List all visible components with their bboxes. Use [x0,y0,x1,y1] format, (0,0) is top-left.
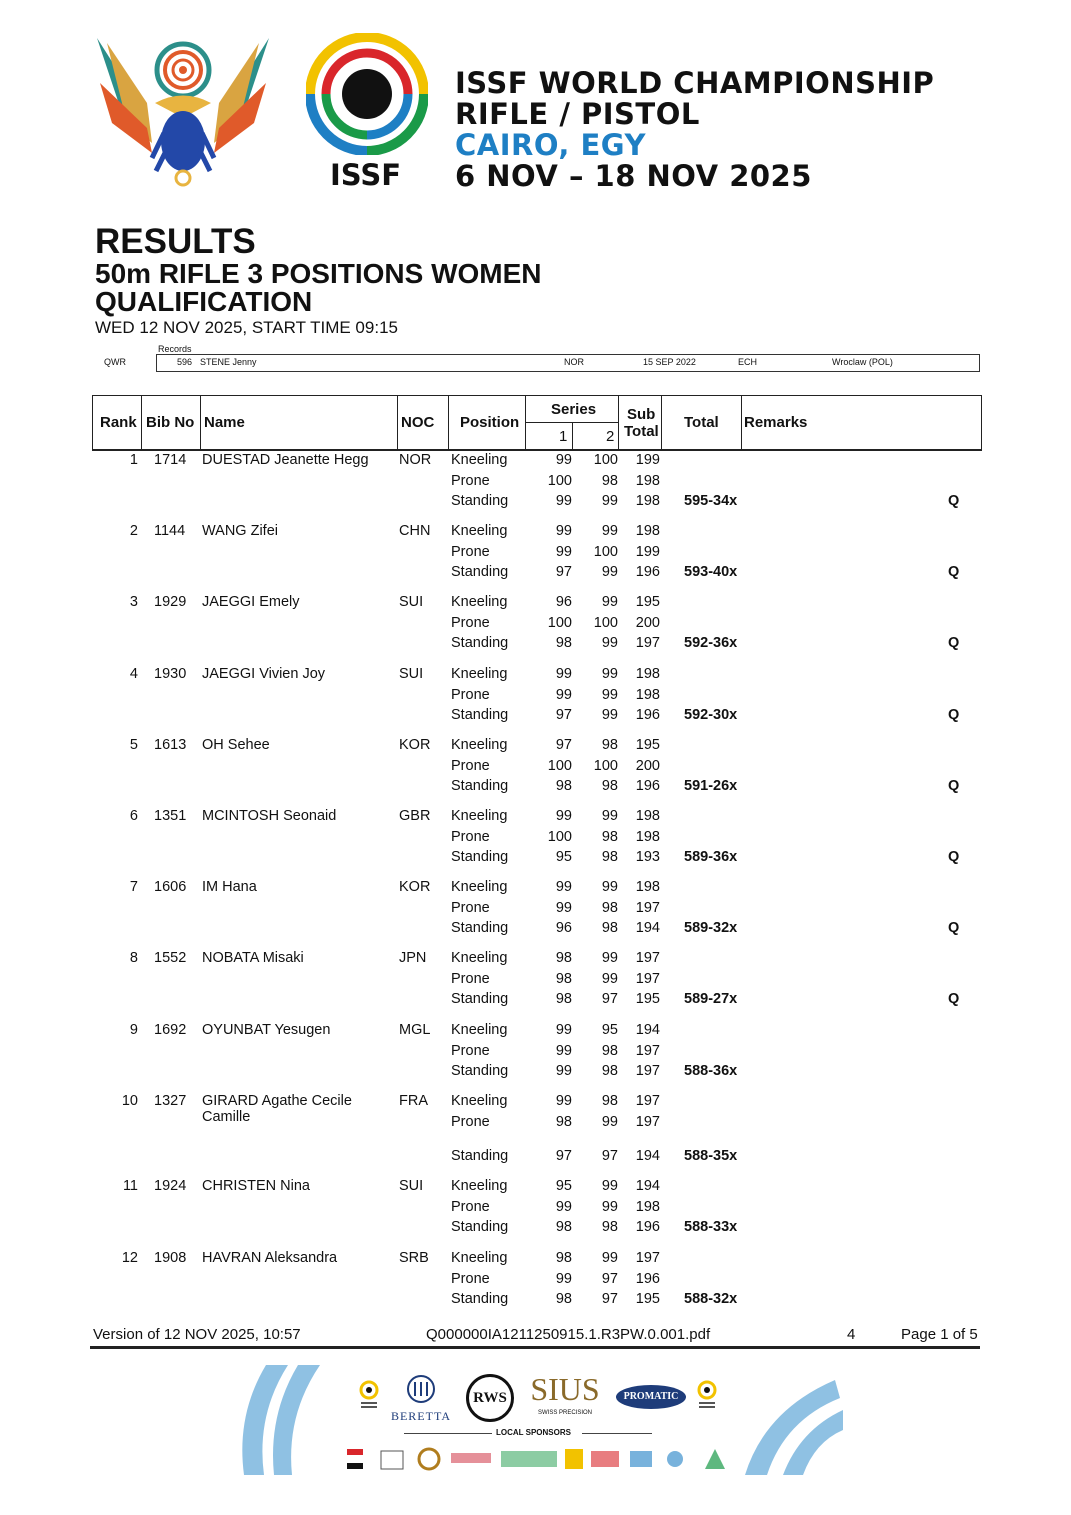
position: Kneeling [451,452,508,468]
athlete-name: GIRARD Agathe Cecile [202,1093,352,1109]
header-series-1: 1 [559,428,568,445]
subtotal: 195 [635,737,660,753]
series-1-score: 99 [555,1063,572,1079]
series-1-score: 98 [555,1219,572,1235]
qualification-remark: Q [948,564,960,580]
position: Kneeling [451,1250,508,1266]
subtotal: 196 [635,778,660,794]
header-name: Name [204,414,245,431]
series-1-score: 99 [555,1043,572,1059]
position: Prone [451,1043,490,1059]
subtotal: 196 [635,564,660,580]
rank: 2 [129,523,138,539]
footer-page: Page 1 of 5 [901,1326,978,1343]
bib-number: 1714 [154,452,187,468]
series-2-score: 100 [593,615,618,631]
position: Standing [451,1219,509,1235]
rank: 12 [121,1250,138,1266]
total-score: 592-30x [684,707,738,723]
noc: CHN [399,523,431,539]
results-table-header [92,395,982,451]
sponsor-stripes-left [236,1365,326,1475]
subtotal: 194 [635,1178,660,1194]
series-2-score: 98 [601,849,618,865]
sponsor-stripes-right [745,1380,845,1475]
position: Standing [451,493,509,509]
position: Prone [451,1199,490,1215]
athlete-name: DUESTAD Jeanette Hegg [202,452,369,468]
record-event: ECH [738,357,758,367]
position: Prone [451,1271,490,1287]
subtotal: 196 [635,1219,660,1235]
header-subtotal: Total [624,423,659,440]
series-2-score: 97 [601,991,618,1007]
series-2-score: 98 [601,829,618,845]
header-remarks: Remarks [744,414,808,431]
subtotal: 198 [635,808,660,824]
athlete-name: WANG Zifei [202,523,278,539]
results-title: RESULTS [95,222,256,261]
subtotal: 200 [635,758,660,774]
local-sponsor-logos [345,1443,730,1475]
qualification-remark: Q [948,635,960,651]
series-1-score: 96 [555,920,572,936]
position: Kneeling [451,1093,508,1109]
rank: 4 [129,666,138,682]
position: Prone [451,615,490,631]
rank: 1 [129,452,138,468]
header-total: Total [684,414,719,431]
subtotal: 198 [635,523,660,539]
athlete-name: OYUNBAT Yesugen [202,1022,331,1038]
athlete-name: HAVRAN Aleksandra [202,1250,338,1266]
bib-number: 1327 [154,1093,187,1109]
noc: GBR [399,808,431,824]
position: Kneeling [451,808,508,824]
series-2-score: 99 [601,1114,618,1130]
series-2-score: 97 [601,1271,618,1287]
series-1-score: 99 [555,1271,572,1287]
position: Standing [451,1291,509,1307]
rank: 10 [121,1093,138,1109]
position: Prone [451,544,490,560]
bib-number: 1692 [154,1022,187,1038]
subtotal: 199 [635,452,660,468]
series-1-score: 100 [547,615,572,631]
subtotal: 197 [635,1114,660,1130]
sius-label: SIUS [530,1371,600,1407]
footer-number: 4 [847,1326,856,1343]
rank: 7 [129,879,138,895]
series-2-score: 97 [601,1291,618,1307]
total-score: 592-36x [684,635,738,651]
rank: 11 [122,1178,138,1194]
beretta-logo [390,1374,452,1423]
record-venue: Wroclaw (POL) [832,357,893,367]
position: Standing [451,849,509,865]
position: Standing [451,1063,509,1079]
bib-number: 1351 [154,808,187,824]
series-2-score: 99 [601,707,618,723]
footer-version: Version of 12 NOV 2025, 10:57 [93,1326,301,1343]
rank: 6 [129,808,138,824]
record-score: 596 [177,357,193,367]
record-type: QWR [104,357,126,367]
series-2-score: 95 [601,1022,618,1038]
total-score: 591-26x [684,778,738,794]
total-score: 589-32x [684,920,738,936]
rank: 9 [129,1022,138,1038]
total-score: 588-33x [684,1219,738,1235]
series-2-score: 98 [601,778,618,794]
subtotal: 197 [635,900,660,916]
series-1-score: 98 [555,971,572,987]
series-1-score: 99 [555,544,572,560]
series-2-score: 100 [593,544,618,560]
series-2-score: 99 [601,493,618,509]
record-date: 15 SEP 2022 [643,357,696,367]
location: CAIRO, EGY [455,128,646,162]
local-sponsors-label: LOCAL SPONSORS [496,1428,571,1437]
records-label: Records [158,344,192,354]
promatic-logo: PROMATIC [616,1385,686,1409]
position: Standing [451,635,509,651]
athlete-name: JAEGGI Emely [202,594,300,610]
phase-name: QUALIFICATION [95,286,313,317]
position: Standing [451,1148,509,1164]
bib-number: 1908 [154,1250,187,1266]
position: Standing [451,778,509,794]
subtotal: 197 [635,1093,660,1109]
noc: FRA [399,1093,428,1109]
series-2-score: 98 [601,1093,618,1109]
subtotal: 199 [635,544,660,560]
header-series-2: 2 [606,428,615,445]
series-2-score: 98 [601,1219,618,1235]
series-2-score: 100 [593,452,618,468]
noc: SUI [399,594,424,610]
beretta-label: BERETTA [390,1409,452,1423]
footer-file: Q000000IA1211250915.1.R3PW.0.001.pdf [426,1326,711,1343]
subtotal: 198 [635,829,660,845]
series-1-score: 99 [555,666,572,682]
series-2-score: 100 [593,758,618,774]
issf-rings-logo [306,33,428,155]
series-2-score: 97 [601,1148,618,1164]
series-2-score: 99 [601,594,618,610]
subtotal: 195 [635,594,660,610]
total-score: 593-40x [684,564,738,580]
series-1-score: 98 [555,991,572,1007]
qualification-remark: Q [948,493,960,509]
event-date-time: WED 12 NOV 2025, START TIME 09:15 [95,318,398,337]
subtotal: 198 [635,687,660,703]
issf-sponsor-badge-icon [358,1380,380,1410]
header-series: Series [551,401,597,418]
series-2-score: 99 [601,879,618,895]
position: Kneeling [451,594,508,610]
subtotal: 197 [635,635,660,651]
series-1-score: 99 [555,879,572,895]
record-row [156,354,980,372]
position: Prone [451,758,490,774]
noc: SRB [399,1250,429,1266]
series-2-score: 98 [601,1063,618,1079]
subtotal: 195 [635,1291,660,1307]
subtotal: 200 [635,615,660,631]
noc: MGL [399,1022,431,1038]
series-2-score: 98 [601,1043,618,1059]
header-sub: Sub [627,406,656,423]
subtotal: 193 [635,849,660,865]
position: Kneeling [451,1022,508,1038]
athlete-name: IM Hana [202,879,257,895]
series-1-score: 99 [555,1199,572,1215]
athlete-name: OH Sehee [202,737,270,753]
position: Kneeling [451,523,508,539]
series-1-score: 99 [555,687,572,703]
qualification-remark: Q [948,778,960,794]
championship-title [455,68,934,192]
position: Kneeling [451,666,508,682]
series-1-score: 99 [555,1022,572,1038]
sius-logo [530,1372,600,1416]
sius-sublabel: SWISS PRECISION [537,1410,592,1416]
series-2-score: 99 [601,687,618,703]
series-1-score: 98 [555,1291,572,1307]
subtotal: 194 [635,1148,660,1164]
noc: JPN [399,950,427,966]
subtotal: 198 [635,493,660,509]
subtotal: 198 [635,666,660,682]
series-1-score: 98 [555,635,572,651]
rank: 8 [129,950,138,966]
issf-label: ISSF [330,158,402,192]
series-1-score: 95 [555,849,572,865]
series-2-score: 99 [601,1199,618,1215]
series-1-score: 98 [555,778,572,794]
bib-number: 1924 [154,1178,187,1194]
rank: 5 [129,737,138,753]
athlete-name: NOBATA Misaki [202,950,304,966]
position: Prone [451,829,490,845]
series-2-score: 99 [601,666,618,682]
subtotal: 197 [635,950,660,966]
series-2-score: 99 [601,950,618,966]
bib-number: 1930 [154,666,187,682]
header-bib: Bib No [146,414,195,431]
position: Prone [451,1114,490,1130]
position: Prone [451,900,490,916]
position: Prone [451,473,490,489]
series-2-score: 99 [601,1250,618,1266]
record-holder: STENE Jenny [200,357,257,367]
total-score: 588-36x [684,1063,738,1079]
series-1-score: 98 [555,950,572,966]
total-score: 588-32x [684,1291,738,1307]
championship-emblem-logo [92,33,274,188]
subtotal: 197 [635,1063,660,1079]
series-2-score: 99 [601,1178,618,1194]
athlete-name: CHRISTEN Nina [202,1178,310,1194]
position: Prone [451,687,490,703]
position: Kneeling [451,1178,508,1194]
position: Kneeling [451,879,508,895]
qualification-remark: Q [948,849,960,865]
series-1-score: 99 [555,1093,572,1109]
championship-dates: 6 NOV – 18 NOV 2025 [455,159,812,193]
total-score: 588-35x [684,1148,738,1164]
subtotal: 196 [635,707,660,723]
header-noc: NOC [401,414,435,431]
series-2-score: 98 [601,920,618,936]
footer-divider [90,1346,980,1349]
subtotal: 198 [635,473,660,489]
rank: 3 [129,594,138,610]
event-name: 50m RIFLE 3 POSITIONS WOMEN [95,258,542,289]
subtotal: 197 [635,971,660,987]
position: Prone [451,971,490,987]
series-1-score: 95 [555,1178,572,1194]
record-noc: NOR [564,357,584,367]
header-rank: Rank [100,414,137,431]
series-1-score: 97 [555,564,572,580]
subtotal: 198 [635,879,660,895]
qualification-remark: Q [948,920,960,936]
series-1-score: 100 [547,473,572,489]
series-1-score: 99 [555,523,572,539]
issf-sponsor-badge-icon [696,1380,718,1410]
subtotal: 196 [635,1271,660,1287]
title-line2: RIFLE / PISTOL [455,97,700,131]
series-1-score: 99 [555,900,572,916]
series-1-score: 99 [555,452,572,468]
series-1-score: 99 [555,493,572,509]
subtotal: 194 [635,920,660,936]
position: Kneeling [451,737,508,753]
series-1-score: 99 [555,808,572,824]
position: Standing [451,707,509,723]
qualification-remark: Q [948,707,960,723]
header-position: Position [460,414,520,431]
total-score: 589-36x [684,849,738,865]
series-2-score: 98 [601,900,618,916]
athlete-name-cont: Camille [202,1109,251,1125]
series-2-score: 98 [601,737,618,753]
subtotal: 197 [635,1043,660,1059]
series-1-score: 97 [555,737,572,753]
rws-logo: RWS [466,1374,514,1422]
series-1-score: 97 [555,707,572,723]
bib-number: 1144 [154,523,186,539]
series-1-score: 98 [555,1250,572,1266]
series-2-score: 99 [601,971,618,987]
athlete-name: JAEGGI Vivien Joy [202,666,326,682]
series-1-score: 98 [555,1114,572,1130]
position: Standing [451,564,509,580]
noc: SUI [399,1178,424,1194]
bib-number: 1929 [154,594,187,610]
total-score: 595-34x [684,493,738,509]
total-score: 589-27x [684,991,738,1007]
series-2-score: 98 [601,473,618,489]
position: Standing [451,991,509,1007]
noc: SUI [399,666,424,682]
series-1-score: 100 [547,829,572,845]
subtotal: 197 [635,1250,660,1266]
athlete-name: MCINTOSH Seonaid [202,808,337,824]
noc: NOR [399,452,432,468]
position: Kneeling [451,950,508,966]
title-line1: ISSF WORLD CHAMPIONSHIP [455,66,935,100]
series-2-score: 99 [601,808,618,824]
subtotal: 194 [635,1022,660,1038]
qualification-remark: Q [948,991,960,1007]
position: Standing [451,920,509,936]
subtotal: 195 [635,991,660,1007]
series-2-score: 99 [601,564,618,580]
series-2-score: 99 [601,523,618,539]
series-2-score: 99 [601,635,618,651]
bib-number: 1552 [154,950,187,966]
subtotal: 198 [635,1199,660,1215]
series-1-score: 97 [555,1148,572,1164]
bib-number: 1606 [154,879,187,895]
noc: KOR [399,737,431,753]
series-1-score: 100 [547,758,572,774]
noc: KOR [399,879,431,895]
bib-number: 1613 [154,737,187,753]
series-1-score: 96 [555,594,572,610]
